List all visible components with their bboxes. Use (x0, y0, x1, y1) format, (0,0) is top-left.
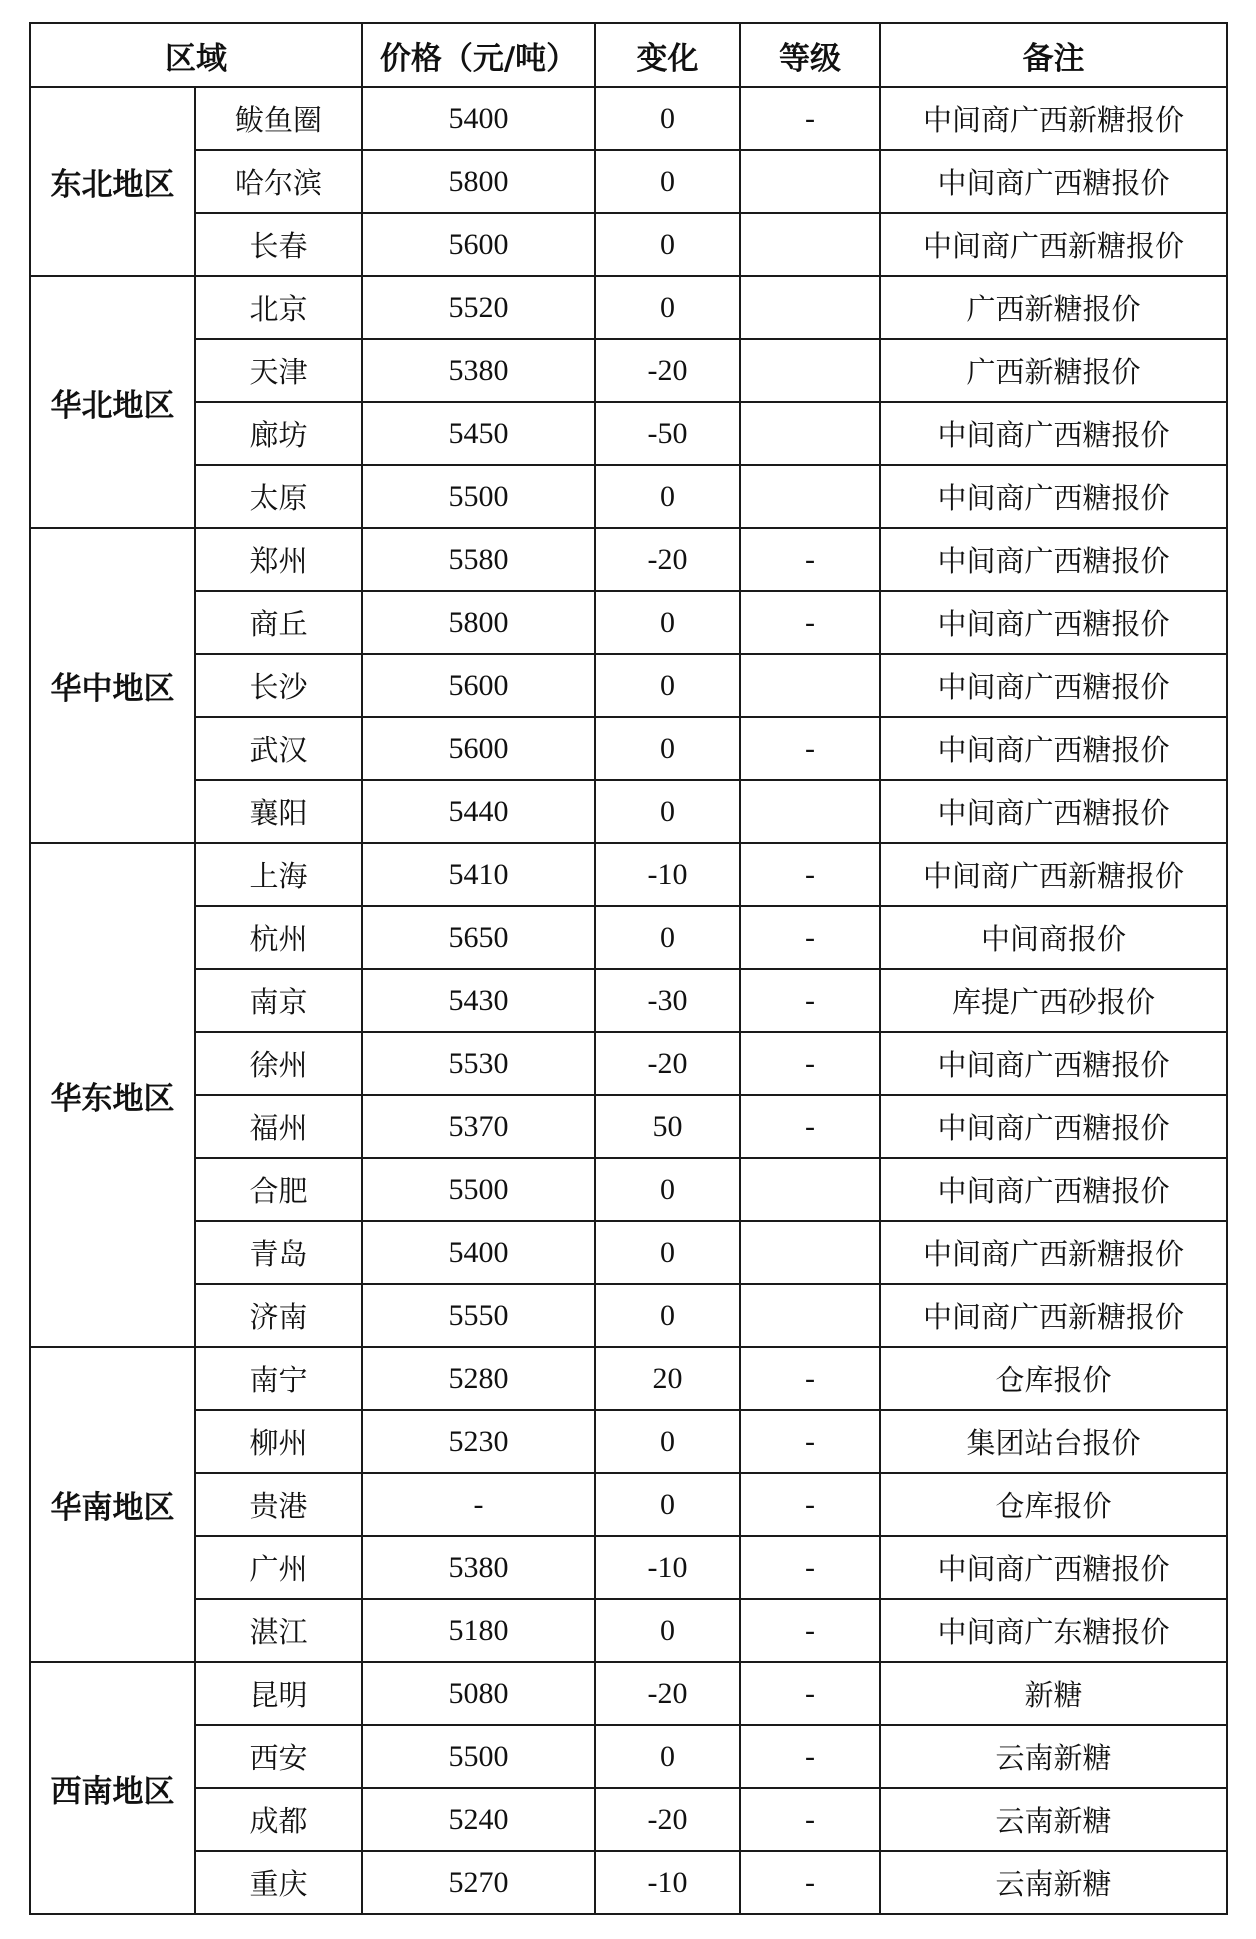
city-cell: 西安 (195, 1725, 362, 1788)
table-row (30, 1158, 1227, 1221)
price-cell: 5400 (362, 1221, 595, 1284)
city-cell: 合肥 (195, 1158, 362, 1221)
grade-cell (740, 1284, 880, 1347)
table-body (30, 87, 1227, 1914)
change-cell: -20 (595, 1788, 740, 1851)
price-cell: 5550 (362, 1284, 595, 1347)
grade-cell (740, 402, 880, 465)
note-cell: 库提广西砂报价 (880, 969, 1227, 1032)
price-cell: 5530 (362, 1032, 595, 1095)
city-cell: 南京 (195, 969, 362, 1032)
change-cell: -10 (595, 1536, 740, 1599)
grade-cell: - (740, 1347, 880, 1410)
city-cell: 北京 (195, 276, 362, 339)
change-cell: 0 (595, 591, 740, 654)
grade-cell: - (740, 717, 880, 780)
note-cell: 新糖 (880, 1662, 1227, 1725)
grade-cell: - (740, 528, 880, 591)
city-cell: 长春 (195, 213, 362, 276)
table-row (30, 87, 1227, 150)
change-cell: -20 (595, 1662, 740, 1725)
grade-cell (740, 654, 880, 717)
grade-cell (740, 150, 880, 213)
change-cell: 0 (595, 1158, 740, 1221)
table-row (30, 339, 1227, 402)
change-cell: 0 (595, 1473, 740, 1536)
region-name: 西南地区 (30, 1662, 195, 1914)
city-cell: 杭州 (195, 906, 362, 969)
table-row (30, 465, 1227, 528)
note-cell: 中间商广西糖报价 (880, 1032, 1227, 1095)
city-cell: 广州 (195, 1536, 362, 1599)
table-row (30, 1851, 1227, 1914)
note-cell: 中间商广西糖报价 (880, 150, 1227, 213)
table-row (30, 906, 1227, 969)
city-cell: 福州 (195, 1095, 362, 1158)
change-cell: 0 (595, 1221, 740, 1284)
price-cell: 5430 (362, 969, 595, 1032)
grade-cell (740, 780, 880, 843)
note-cell: 中间商广西糖报价 (880, 1158, 1227, 1221)
table-row (30, 1347, 1227, 1410)
change-cell: 0 (595, 465, 740, 528)
city-cell: 郑州 (195, 528, 362, 591)
price-cell: 5280 (362, 1347, 595, 1410)
price-cell: 5500 (362, 465, 595, 528)
table-row (30, 1788, 1227, 1851)
table-row (30, 402, 1227, 465)
note-cell: 中间商广西新糖报价 (880, 843, 1227, 906)
change-cell: -10 (595, 843, 740, 906)
change-cell: 0 (595, 276, 740, 339)
region-name: 华北地区 (30, 276, 195, 528)
price-cell: - (362, 1473, 595, 1536)
price-cell: 5800 (362, 591, 595, 654)
table-row (30, 1725, 1227, 1788)
city-cell: 济南 (195, 1284, 362, 1347)
note-cell: 广西新糖报价 (880, 339, 1227, 402)
price-cell: 5450 (362, 402, 595, 465)
city-cell: 襄阳 (195, 780, 362, 843)
note-cell: 中间商广西新糖报价 (880, 87, 1227, 150)
region-name: 华东地区 (30, 843, 195, 1347)
change-cell: 0 (595, 1410, 740, 1473)
table-row (30, 780, 1227, 843)
table-row (30, 591, 1227, 654)
city-cell: 上海 (195, 843, 362, 906)
change-cell: 20 (595, 1347, 740, 1410)
grade-cell: - (740, 1851, 880, 1914)
city-cell: 鲅鱼圈 (195, 87, 362, 150)
city-cell: 商丘 (195, 591, 362, 654)
grade-cell: - (740, 1599, 880, 1662)
city-cell: 长沙 (195, 654, 362, 717)
price-cell: 5370 (362, 1095, 595, 1158)
grade-cell: - (740, 591, 880, 654)
table-row (30, 1410, 1227, 1473)
change-cell: 0 (595, 1284, 740, 1347)
city-cell: 成都 (195, 1788, 362, 1851)
table-row (30, 1599, 1227, 1662)
table-row (30, 1536, 1227, 1599)
note-cell: 中间商广西糖报价 (880, 780, 1227, 843)
price-cell: 5230 (362, 1410, 595, 1473)
price-cell: 5650 (362, 906, 595, 969)
note-cell: 中间商广西糖报价 (880, 591, 1227, 654)
grade-cell (740, 276, 880, 339)
city-cell: 青岛 (195, 1221, 362, 1284)
table-row (30, 654, 1227, 717)
change-cell: 0 (595, 654, 740, 717)
change-cell: 0 (595, 87, 740, 150)
table-row (30, 1095, 1227, 1158)
price-cell: 5380 (362, 1536, 595, 1599)
price-cell: 5270 (362, 1851, 595, 1914)
note-cell: 中间商广西新糖报价 (880, 1221, 1227, 1284)
price-cell: 5600 (362, 213, 595, 276)
note-cell: 云南新糖 (880, 1788, 1227, 1851)
header-row (30, 23, 1227, 87)
change-cell: 0 (595, 717, 740, 780)
table-row (30, 1662, 1227, 1725)
grade-cell: - (740, 843, 880, 906)
region-name: 东北地区 (30, 87, 195, 276)
header-grade: 等级 (740, 23, 880, 87)
table-row (30, 717, 1227, 780)
table-row (30, 1284, 1227, 1347)
change-cell: 0 (595, 780, 740, 843)
table-row (30, 1032, 1227, 1095)
price-cell: 5410 (362, 843, 595, 906)
change-cell: -20 (595, 528, 740, 591)
note-cell: 中间商广西糖报价 (880, 1095, 1227, 1158)
note-cell: 仓库报价 (880, 1347, 1227, 1410)
city-cell: 廊坊 (195, 402, 362, 465)
change-cell: 0 (595, 213, 740, 276)
price-cell: 5240 (362, 1788, 595, 1851)
change-cell: -50 (595, 402, 740, 465)
city-cell: 徐州 (195, 1032, 362, 1095)
table-row (30, 150, 1227, 213)
grade-cell: - (740, 1536, 880, 1599)
note-cell: 中间商广东糖报价 (880, 1599, 1227, 1662)
city-cell: 昆明 (195, 1662, 362, 1725)
price-cell: 5580 (362, 528, 595, 591)
note-cell: 中间商广西糖报价 (880, 402, 1227, 465)
grade-cell: - (740, 1662, 880, 1725)
note-cell: 集团站台报价 (880, 1410, 1227, 1473)
note-cell: 云南新糖 (880, 1725, 1227, 1788)
price-cell: 5440 (362, 780, 595, 843)
table-row (30, 843, 1227, 906)
city-cell: 太原 (195, 465, 362, 528)
grade-cell: - (740, 1410, 880, 1473)
table-row (30, 969, 1227, 1032)
header-region: 区域 (30, 23, 362, 87)
grade-cell (740, 213, 880, 276)
city-cell: 柳州 (195, 1410, 362, 1473)
grade-cell: - (740, 969, 880, 1032)
grade-cell: - (740, 1788, 880, 1851)
grade-cell: - (740, 1473, 880, 1536)
price-cell: 5600 (362, 654, 595, 717)
change-cell: -30 (595, 969, 740, 1032)
city-cell: 哈尔滨 (195, 150, 362, 213)
price-cell: 5800 (362, 150, 595, 213)
change-cell: 0 (595, 1599, 740, 1662)
region-name: 华中地区 (30, 528, 195, 843)
price-cell: 5180 (362, 1599, 595, 1662)
price-cell: 5080 (362, 1662, 595, 1725)
note-cell: 中间商广西糖报价 (880, 528, 1227, 591)
city-cell: 湛江 (195, 1599, 362, 1662)
change-cell: -10 (595, 1851, 740, 1914)
note-cell: 中间商报价 (880, 906, 1227, 969)
header-note: 备注 (880, 23, 1227, 87)
price-cell: 5380 (362, 339, 595, 402)
sugar-price-table (29, 22, 1228, 1915)
grade-cell: - (740, 87, 880, 150)
header-price: 价格（元/吨） (362, 23, 595, 87)
note-cell: 中间商广西糖报价 (880, 1536, 1227, 1599)
change-cell: 0 (595, 150, 740, 213)
region-name: 华南地区 (30, 1347, 195, 1662)
price-cell: 5600 (362, 717, 595, 780)
city-cell: 重庆 (195, 1851, 362, 1914)
grade-cell (740, 1158, 880, 1221)
note-cell: 云南新糖 (880, 1851, 1227, 1914)
price-cell: 5400 (362, 87, 595, 150)
grade-cell: - (740, 1725, 880, 1788)
note-cell: 中间商广西新糖报价 (880, 213, 1227, 276)
city-cell: 贵港 (195, 1473, 362, 1536)
table-row (30, 528, 1227, 591)
grade-cell (740, 465, 880, 528)
table-row (30, 1221, 1227, 1284)
note-cell: 中间商广西新糖报价 (880, 1284, 1227, 1347)
change-cell: 0 (595, 1725, 740, 1788)
grade-cell (740, 1221, 880, 1284)
grade-cell (740, 339, 880, 402)
table-row (30, 213, 1227, 276)
grade-cell: - (740, 1095, 880, 1158)
change-cell: 50 (595, 1095, 740, 1158)
price-cell: 5500 (362, 1725, 595, 1788)
grade-cell: - (740, 906, 880, 969)
note-cell: 广西新糖报价 (880, 276, 1227, 339)
note-cell: 仓库报价 (880, 1473, 1227, 1536)
grade-cell: - (740, 1032, 880, 1095)
table-row (30, 276, 1227, 339)
price-cell: 5520 (362, 276, 595, 339)
header-change: 变化 (595, 23, 740, 87)
note-cell: 中间商广西糖报价 (880, 654, 1227, 717)
price-cell: 5500 (362, 1158, 595, 1221)
table-row (30, 1473, 1227, 1536)
change-cell: 0 (595, 906, 740, 969)
table-header (30, 23, 1227, 87)
note-cell: 中间商广西糖报价 (880, 717, 1227, 780)
note-cell: 中间商广西糖报价 (880, 465, 1227, 528)
city-cell: 南宁 (195, 1347, 362, 1410)
change-cell: -20 (595, 339, 740, 402)
change-cell: -20 (595, 1032, 740, 1095)
city-cell: 武汉 (195, 717, 362, 780)
city-cell: 天津 (195, 339, 362, 402)
